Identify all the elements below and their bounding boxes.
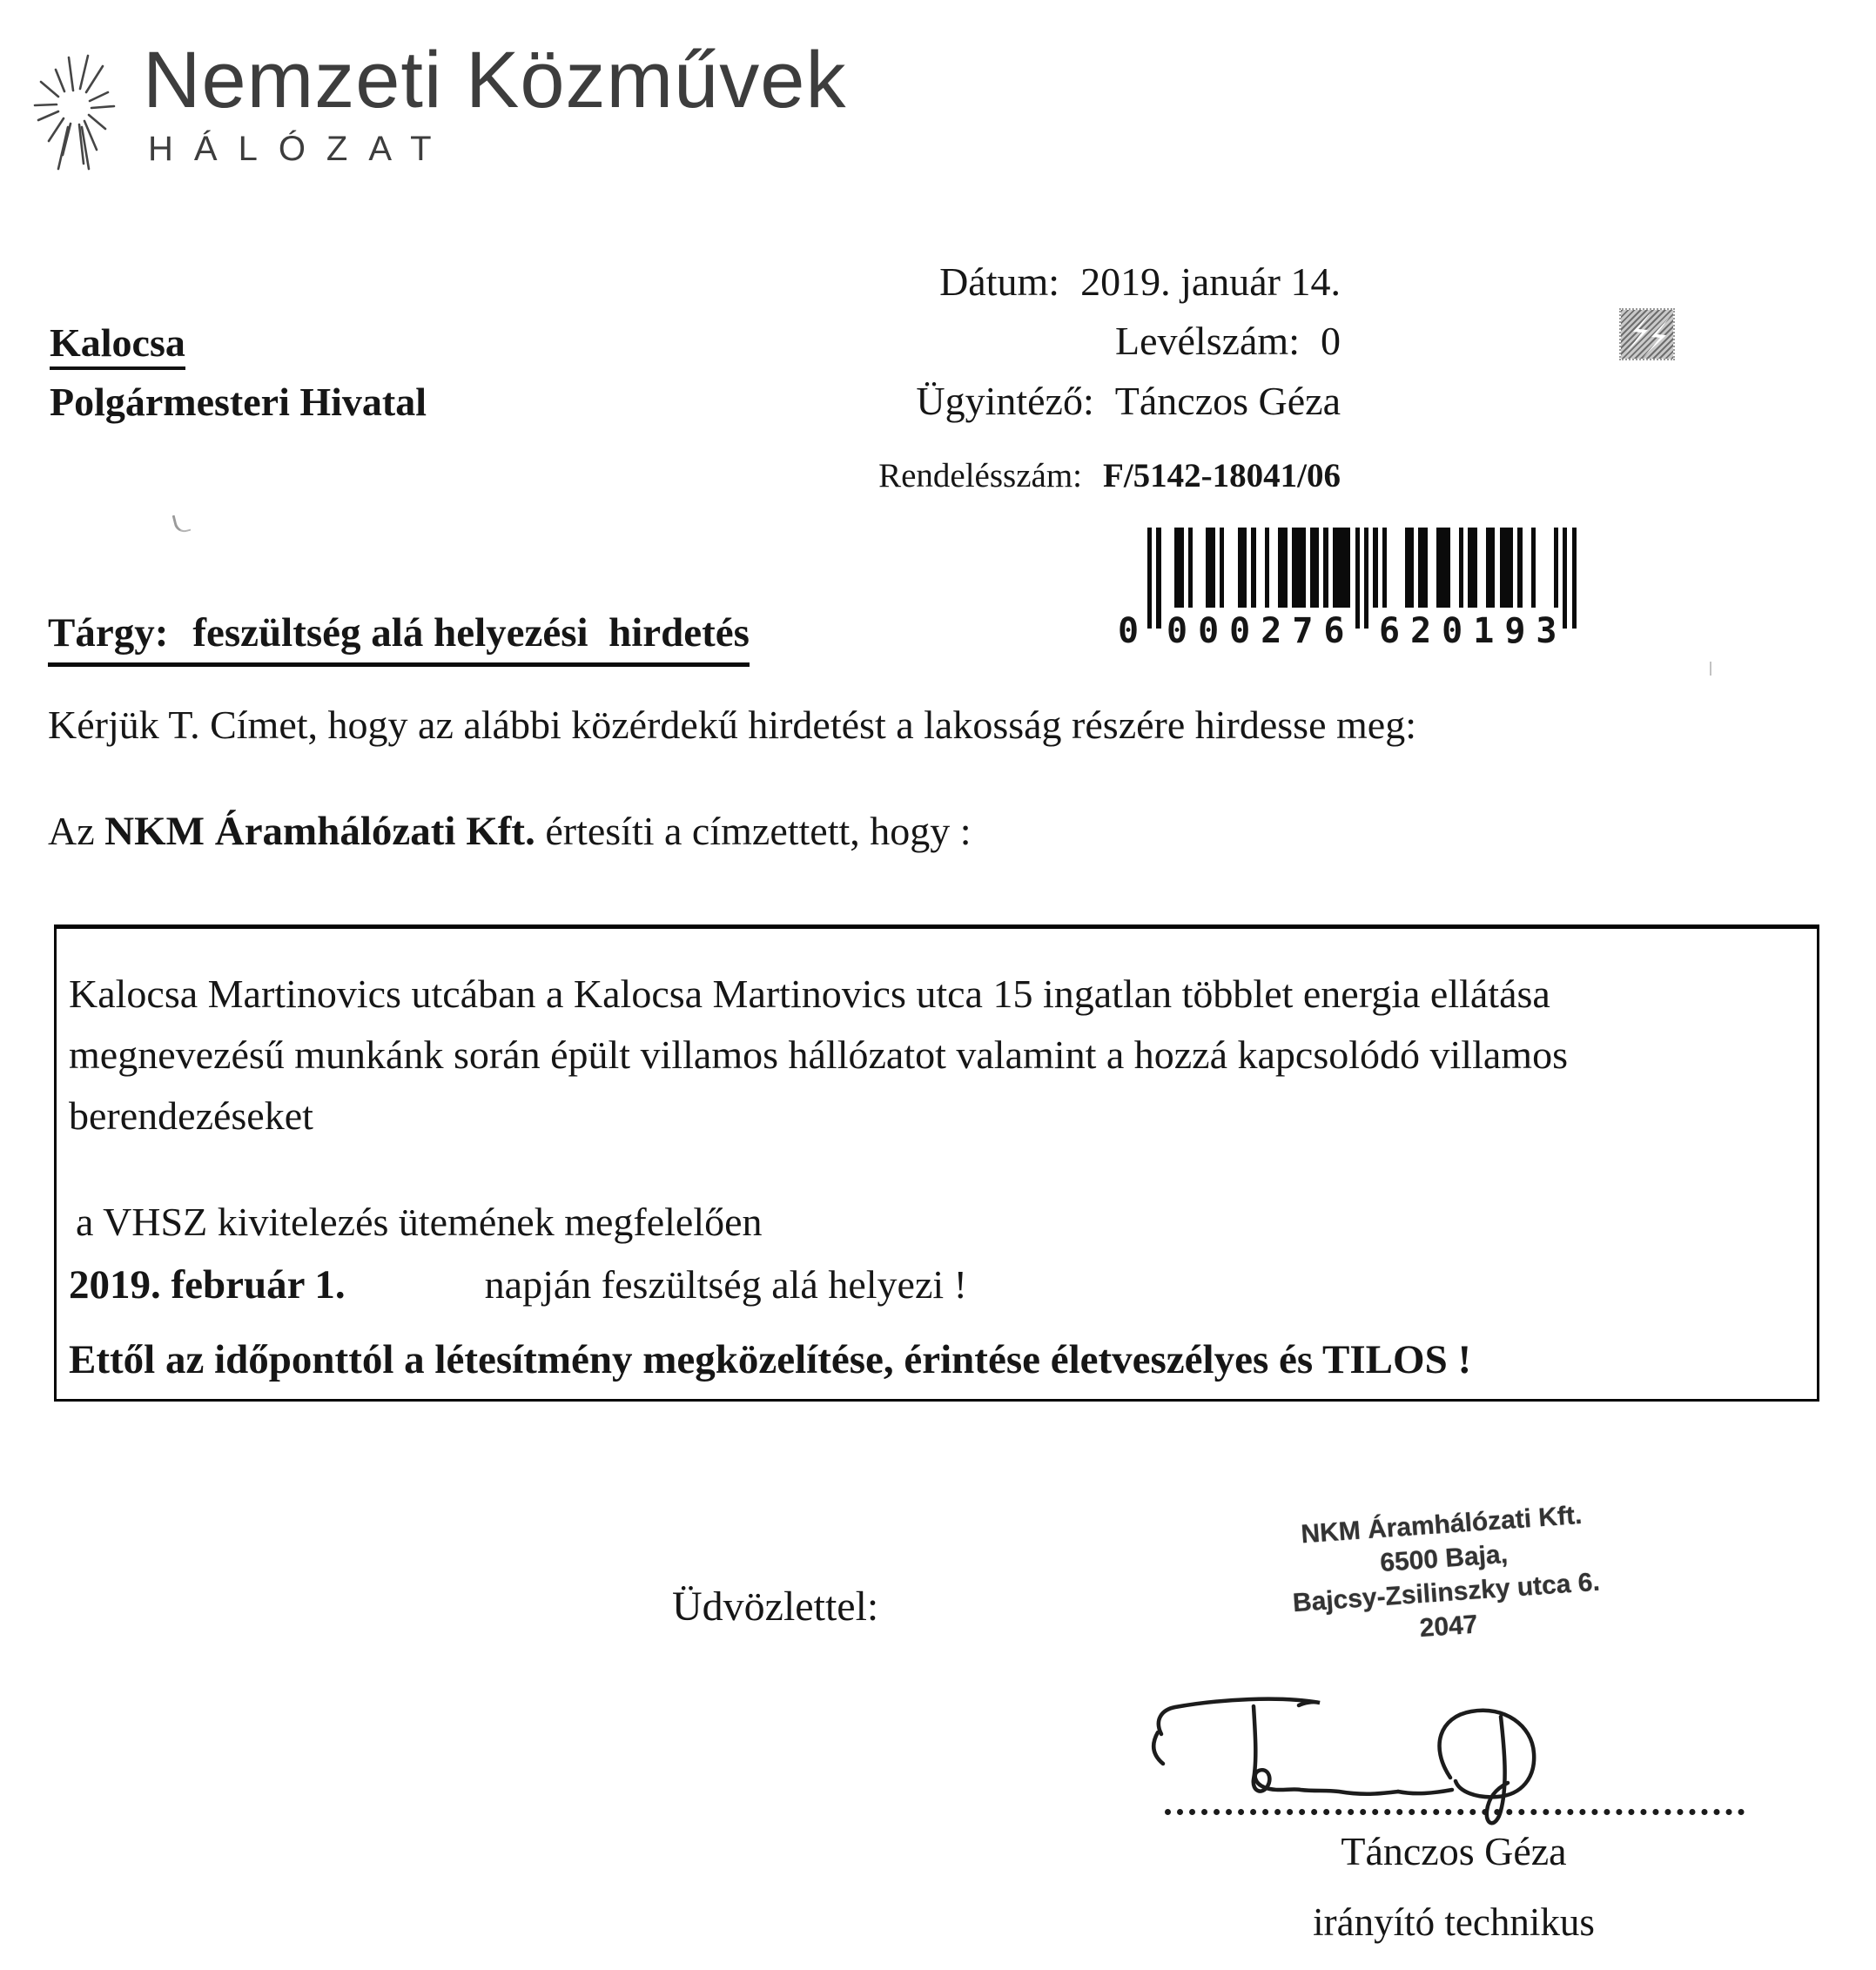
- recipient-block: [50, 313, 427, 432]
- energize-date-text: napján feszültség alá helyezi !: [484, 1262, 967, 1307]
- notice-sentence: [48, 808, 972, 855]
- stamp-company: NKM Áramhálózati Kft.: [1300, 1500, 1584, 1550]
- stamp-city: 6500 Baja,: [1379, 1539, 1510, 1578]
- announcement-box: [54, 924, 1819, 1402]
- notice-suffix: értesíti a címzettett, hogy :: [535, 809, 972, 853]
- subject-line: [48, 609, 750, 656]
- order-number-value: F/5142-18041/06: [1103, 457, 1341, 494]
- scan-artifact: [172, 512, 192, 534]
- letter-number-value: 0: [1321, 319, 1341, 363]
- subject-text: feszültség alá helyezési hirdetés: [192, 610, 750, 656]
- announcement-paragraph: Kalocsa Martinovics utcában a Kalocsa Martinovics utca 15 ingatlan többlet energia ellátása megnevezésű munkánk során épült villamos hállózatot valamint a hozzá kapcsolódó villamos berendezéseket: [69, 972, 1568, 1138]
- brand-name: Nemzeti Közművek: [143, 36, 847, 124]
- clerk-value: Tánczos Géza: [1114, 379, 1341, 423]
- letterhead: [30, 37, 846, 183]
- letter-number-label: Levélszám:: [1114, 319, 1300, 363]
- danger-warning: Ettől az időponttól a létesítmény megközelítése, érintése életveszélyes és TILOS !: [69, 1337, 1472, 1382]
- starburst-logo-icon: [30, 37, 124, 183]
- announcement-dateline: [69, 1261, 967, 1308]
- dotted-signature-line: [1165, 1783, 1745, 1815]
- clerk-label: Ügyintéző:: [916, 379, 1094, 423]
- date-value: 2019. január 14.: [1080, 259, 1341, 304]
- company-stamp: [1232, 1493, 1658, 1657]
- barcode-digits-right: 620193: [1379, 611, 1568, 651]
- signatory-name: Tánczos Géza: [1341, 1829, 1567, 1873]
- meta-clerk-row: [853, 378, 1341, 424]
- brand-subtitle: HÁLÓZAT: [148, 130, 453, 169]
- barcode-digit-first: 0: [1118, 611, 1150, 651]
- date-label: Dátum:: [939, 259, 1060, 304]
- closing-greeting: Üdvözlettel:: [672, 1583, 879, 1630]
- stamp-code: 2047: [1418, 1610, 1479, 1644]
- subject-label: Tárgy:: [48, 610, 169, 656]
- barcode: [1118, 528, 1605, 654]
- barcode-digits-left: 000276: [1167, 611, 1355, 651]
- lightning-bolt-stamp-icon: [1621, 310, 1673, 359]
- intro-paragraph: Kérjük T. Címet, hogy az alábbi közérdekű hirdetést a lakosság részére hirdesse meg:: [48, 703, 1416, 747]
- energize-date: 2019. február 1.: [69, 1262, 346, 1308]
- signatory-title: irányító technikus: [1313, 1900, 1595, 1944]
- recipient-office: Polgármesteri Hivatal: [50, 380, 427, 424]
- signature-scrawl: [1149, 1696, 1584, 1839]
- notice-company-name: NKM Áramhálózati Kft.: [104, 809, 535, 854]
- stamp-street: Bajcsy-Zsilinszky utca 6.: [1291, 1567, 1601, 1618]
- meta-letter-number-row: [853, 318, 1341, 364]
- scan-artifact: [1710, 662, 1711, 676]
- order-number-label: Rendelésszám:: [878, 457, 1083, 494]
- announcement-schedule: a VHSZ kivitelezés ütemének megfelelően: [76, 1200, 763, 1244]
- recipient-city: Kalocsa: [50, 320, 185, 370]
- notice-prefix: Az: [48, 809, 105, 853]
- meta-date-row: [853, 259, 1341, 305]
- meta-order-number-row: [853, 456, 1341, 495]
